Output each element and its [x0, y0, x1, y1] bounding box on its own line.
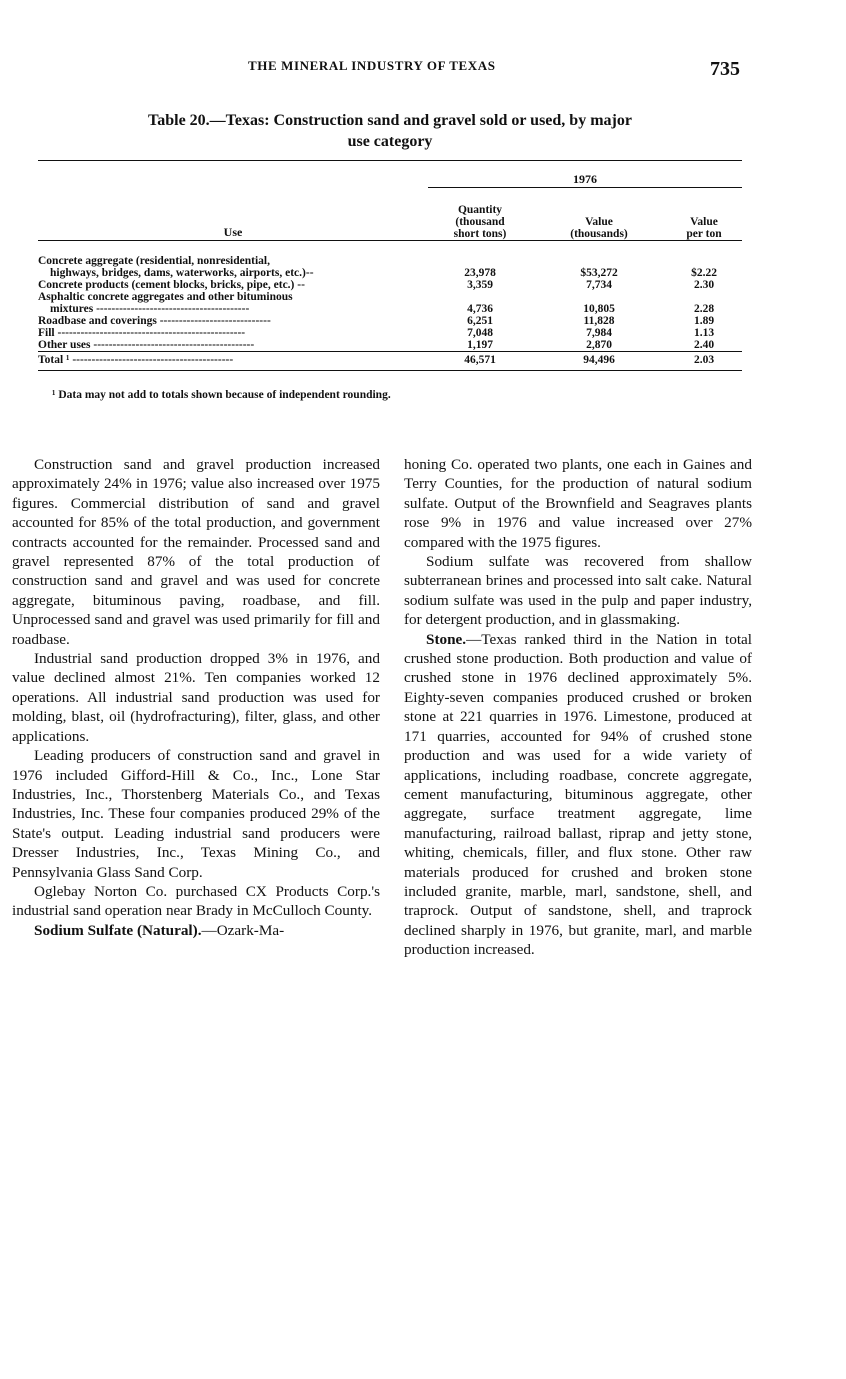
column-header-year: 1976 [428, 161, 742, 188]
total-quantity: 46,571 [428, 352, 532, 371]
row-label: Concrete products (cement blocks, bricks, pipe, etc.) -- [38, 279, 305, 291]
paragraph-sodium-sulfate [12, 921, 380, 940]
sodium-sulfate-heading: Sodium Sulfate (Natural). [34, 921, 202, 939]
table-row [38, 241, 742, 280]
cell-quantity: 4,736 [467, 303, 493, 315]
paragraph: Leading producers of construction sand and gravel in 1976 included Gifford-Hill & Co., Inc., Lone Star Industries, Inc., Thorstenberg Materials Co., and Texas Industries, Inc. These four companies produced 29% of the State's output. Leading industrial sand producers were Dresser Industries, Inc., Texas Mining Co., and Pennsylvania Glass Sand Corp. [12, 747, 380, 881]
cell-value: 10,805 [583, 303, 615, 315]
table-title-line-1: Table 20.—Texas: Construction sand and gravel sold or used, by major [148, 112, 632, 129]
cell-value: 7,734 [586, 279, 612, 291]
row-label: Other uses ------------------------------------------ [38, 339, 255, 351]
column-header-value-per-ton: Value per ton [666, 188, 742, 241]
paragraph: Industrial sand production dropped 3% in 1976, and value declined almost 21%. Ten companies worked 12 operations. All industrial sand production was used for molding, blast, oil (hydrofracturing), filter, glass, and other applications. [12, 650, 380, 745]
cell-quantity: 7,048 [467, 327, 493, 339]
table-row [38, 339, 742, 352]
cell-value: 2,870 [586, 339, 612, 351]
paragraph: honing Co. operated two plants, one each in Gaines and Terry Counties, for the production of natural sodium sulfate. Output of the Brownfield and Seagraves plants rose 9% in 1976 and value increased over 27% compared with the 1975 figures. [404, 456, 752, 551]
cell-value-per-ton: 2.28 [693, 303, 715, 315]
cell-quantity: 1,197 [467, 339, 493, 351]
data-table [38, 160, 742, 371]
table-total-row [38, 352, 742, 371]
text-column-left [12, 455, 380, 940]
paragraph: Sodium sulfate was recovered from shallow subterranean brines and processed into salt cake. Natural sodium sulfate was used in the pulp and paper industry, for detergent production, and in glassmaking. [404, 553, 752, 629]
table-row [38, 279, 742, 291]
cell-value: 7,984 [586, 327, 612, 339]
cell-quantity: 6,251 [467, 315, 493, 327]
table-row [38, 315, 742, 327]
table-title-line-2: use category [347, 133, 433, 150]
paragraph: Construction sand and gravel production increased approximately 24% in 1976; value also increased over 1975 figures. Commercial distribution of sand and gravel accounted for 85% of the total production, and government contracts accounted for the remainder. Processed sand and gravel represented 87% of the total production of construction sand and gravel and was used for concrete aggregate, bituminous paving, roadbase, and fill. Unprocessed sand and gravel was used primarily for fill and roadbase. [12, 456, 380, 648]
column-header-quantity: Quantity (thousand short tons) [428, 188, 532, 241]
column-header-use: Use [38, 161, 428, 241]
table-footnote: ¹ Data may not add to totals shown because of independent rounding. [52, 389, 391, 401]
stone-heading: Stone. [426, 630, 467, 648]
row-label: Concrete aggregate (residential, nonresidential, highways, bridges, dams, waterworks, airports, etc.)-- [38, 255, 314, 279]
cell-value-per-ton: 2.30 [693, 279, 715, 291]
sodium-sulfate-text-start: —Ozark-Ma- [201, 921, 285, 939]
total-value: 94,496 [532, 352, 666, 371]
cell-value-per-ton: 1.89 [693, 315, 715, 327]
total-label: Total ¹ ------------------------------------------ [38, 352, 428, 371]
text-column-right [404, 455, 752, 960]
cell-quantity: 23,978 [464, 267, 496, 279]
total-value-per-ton: 2.03 [666, 352, 742, 371]
column-header-value: Value (thousands) [532, 188, 666, 241]
cell-value-per-ton: $2.22 [691, 267, 717, 279]
table-title [40, 110, 740, 152]
cell-value: 11,828 [583, 315, 615, 327]
paragraph-stone [404, 630, 752, 960]
row-label: Asphaltic concrete aggregates and other bituminous mixtures ---------------------------------------- [38, 291, 293, 315]
cell-value: $53,272 [580, 267, 618, 279]
table-row [38, 291, 742, 315]
stone-text: —Texas ranked third in the Nation in total crushed stone production. Both production and value of crushed stone in 1976 declined approximately 5%. Eighty-seven companies produced crushed or broken stone at 221 quarries in 1976. Limestone, produced at 171 quarries, accounted for 94% of crushed stone production and was used for a wide variety of applications, including roadbase, concrete aggregate, cement manufacturing, bituminous aggregate, other aggregate, surface treatment aggregate, lime manufacturing, railroad ballast, riprap and jetty stone, whiting, chemicals, filler, and flux stone. Other raw materials produced for crushed and broken stone included granite, marble, marl, sandstone, shell, and traprock. Output of sandstone, shell, and traprock declined sharply in 1976, but granite, marl, and marble production increased. [404, 630, 752, 959]
cell-quantity: 3,359 [467, 279, 493, 291]
row-label: Fill ------------------------------------------------- [38, 327, 246, 339]
paragraph: Oglebay Norton Co. purchased CX Products Corp.'s industrial sand operation near Brady in McCulloch County. [12, 882, 380, 920]
row-label: Roadbase and coverings ----------------------------- [38, 315, 271, 327]
table-row [38, 327, 742, 339]
running-title: THE MINERAL INDUSTRY OF TEXAS [248, 58, 496, 73]
cell-value-per-ton: 1.13 [693, 327, 715, 339]
data-table-container [38, 160, 742, 371]
page-number: 735 [710, 58, 740, 80]
cell-value-per-ton: 2.40 [693, 339, 715, 351]
